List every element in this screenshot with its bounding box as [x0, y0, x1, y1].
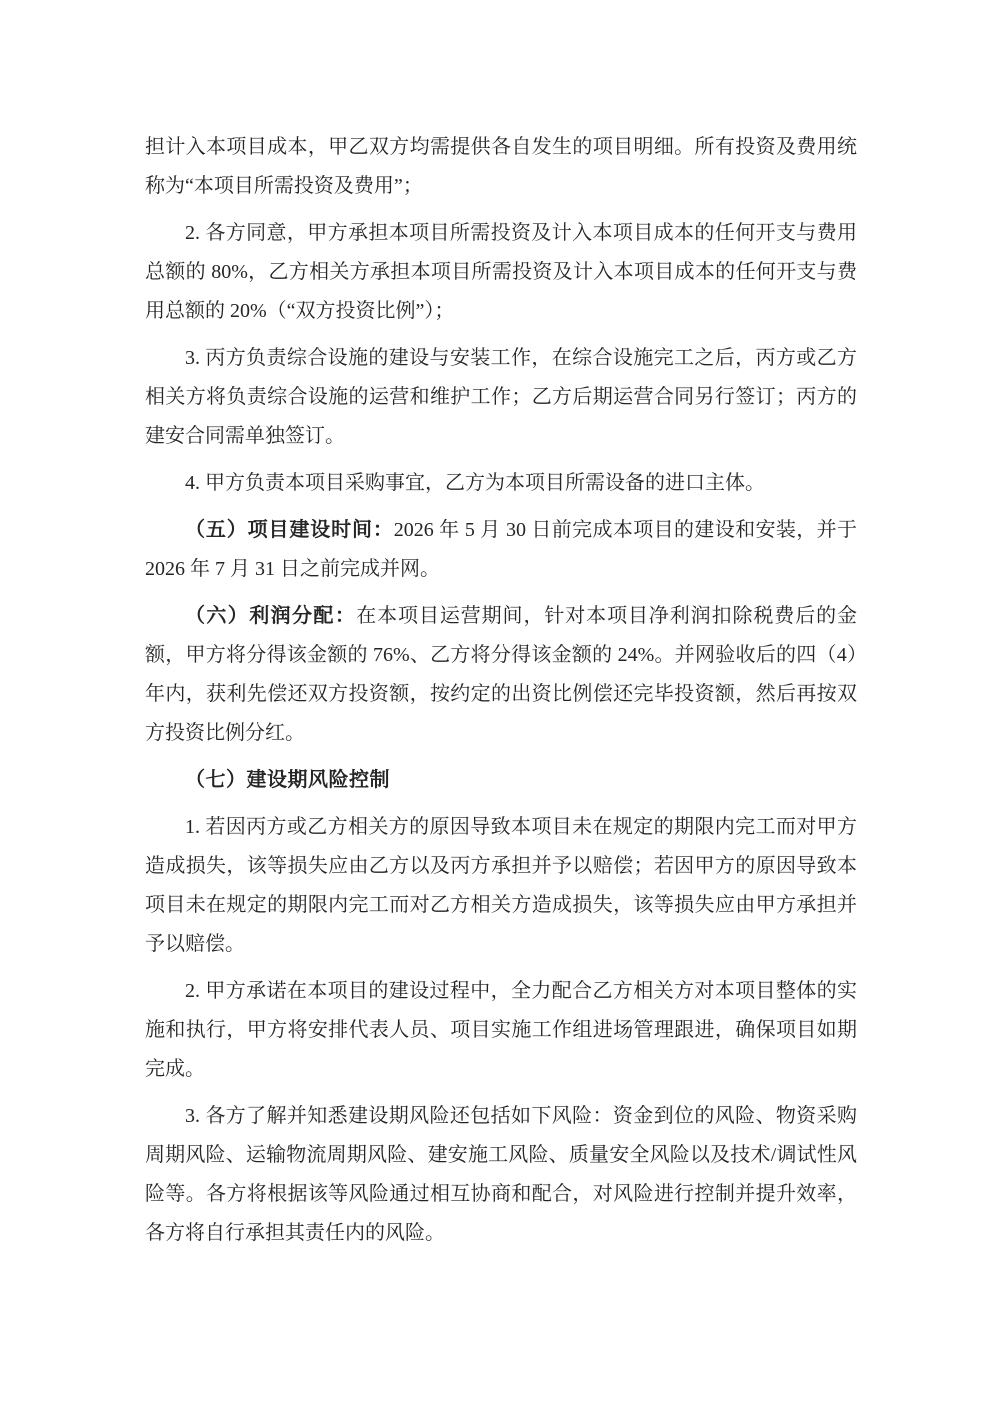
- paragraph-text: 2. 甲方承诺在本项目的建设过程中，全力配合乙方相关方对本项目整体的实施和执行，甲方将安排代表人员、项目实施工作组进场管理跟进，确保项目如期完成。: [145, 980, 857, 1080]
- risk-clause-2-party-a-commitment: [145, 972, 857, 1089]
- section-7-risk-control-heading: [145, 761, 857, 800]
- risk-clause-1-delay-liability: [145, 808, 857, 964]
- section-7-heading: （七）建设期风险控制: [185, 769, 390, 791]
- paragraph-text: 2. 各方同意，甲方承担本项目所需投资及计入本项目成本的任何开支与费用总额的 80%，乙方相关方承担本项目所需投资及计入本项目成本的任何开支与费用总额的 20%（“双方投资比例”）；: [145, 222, 857, 322]
- clause-3-construction-responsibility: [145, 339, 857, 456]
- paragraph-text: 担计入本项目成本，甲乙双方均需提供各自发生的项目明细。所有投资及费用统称为“本项目所需投资及费用”；: [145, 136, 857, 197]
- paragraph-text: 1. 若因丙方或乙方相关方的原因导致本项目未在规定的期限内完工而对甲方造成损失，该等损失应由乙方以及丙方承担并予以赔偿；若因甲方的原因导致本项目未在规定的期限内完工而对乙方相关方造成损失，该等损失应由甲方承担并予以赔偿。: [145, 816, 857, 955]
- clause-2-investment-ratio: [145, 214, 857, 331]
- paragraph-text: 3. 丙方负责综合设施的建设与安装工作，在综合设施完工之后，丙方或乙方相关方将负责综合设施的运营和维护工作；乙方后期运营合同另行签订；丙方的建安合同需单独签订。: [145, 347, 857, 447]
- section-6-heading: （六）利润分配：: [185, 605, 357, 627]
- paragraph-text: 在本项目运营期间，针对本项目净利润扣除税费后的金额，甲方将分得该金额的 76%、乙方将分得该金额的 24%。并网验收后的四（4）年内，获利先偿还双方投资额，按约定的出资比例偿还完毕投资额，然后再按双方投资比例分红。: [145, 605, 858, 744]
- paragraph-continuation: [145, 128, 857, 206]
- clause-4-procurement: [145, 464, 857, 503]
- contract-body: [145, 128, 857, 1261]
- section-5-construction-time: [145, 511, 857, 589]
- section-6-profit-distribution: [145, 597, 857, 753]
- section-5-heading: （五）项目建设时间：: [185, 519, 394, 541]
- paragraph-text: 4. 甲方负责本项目采购事宜，乙方为本项目所需设备的进口主体。: [185, 472, 765, 494]
- paragraph-text: 3. 各方了解并知悉建设期风险还包括如下风险：资金到位的风险、物资采购周期风险、运输物流周期风险、建安施工风险、质量安全风险以及技术/调试性风险等。各方将根据该等风险通过相互协商和配合，对风险进行控制并提升效率，各方将自行承担其责任内的风险。: [145, 1105, 857, 1244]
- paragraph-text: 2026 年 5 月 30 日前完成本项目的建设和安装，并于 2026 年 7 月 31 日之前完成并网。: [145, 519, 857, 580]
- risk-clause-3-risk-types: [145, 1097, 857, 1253]
